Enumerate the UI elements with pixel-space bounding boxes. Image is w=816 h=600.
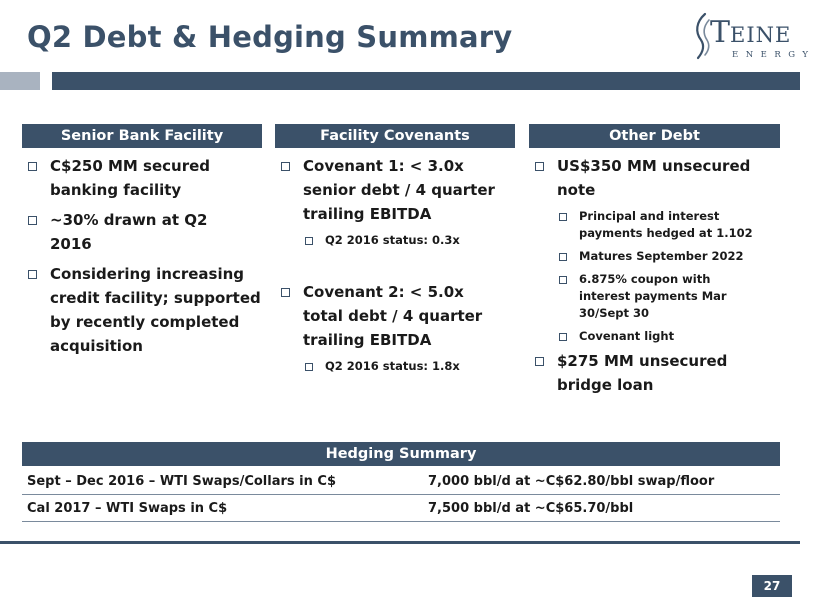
- slide-title: Q2 Debt & Hedging Summary: [27, 20, 513, 54]
- logo-wordmark: TEINE: [710, 15, 792, 50]
- other-debt-list: [533, 154, 783, 397]
- hedging-detail: 7,500 bbl/d at ~C$65.70/bbl: [428, 501, 634, 516]
- hedging-detail: 7,000 bbl/d at ~C$62.80/bbl swap/floor: [428, 474, 715, 489]
- square-bullet-icon: [28, 162, 37, 171]
- hedging-period: Sept – Dec 2016 – WTI Swaps/Collars in C$: [27, 474, 336, 489]
- square-bullet-icon: [305, 237, 313, 245]
- sub-bullet-item: Q2 2016 status: 0.3x: [279, 232, 524, 249]
- page-number: 27: [752, 575, 792, 597]
- bullet-item: Considering increasing credit facility; supported by recently completed acquisition: [26, 262, 266, 358]
- square-bullet-icon: [535, 357, 544, 366]
- hedging-row-divider: [22, 521, 780, 522]
- facility-covenants-header: Facility Covenants: [275, 124, 515, 148]
- square-bullet-icon: [559, 333, 567, 341]
- senior-bank-facility-header: Senior Bank Facility: [22, 124, 262, 148]
- senior-bank-facility-list: [26, 154, 266, 358]
- title-divider-bar: [52, 72, 800, 90]
- title-divider-accent: [0, 72, 40, 90]
- bullet-item: Covenant 1: < 3.0x senior debt / 4 quarter trailing EBITDA: [279, 154, 524, 226]
- bullet-item: US$350 MM unsecured note: [533, 154, 783, 202]
- square-bullet-icon: [305, 363, 313, 371]
- facility-covenants-list: [279, 154, 524, 375]
- square-bullet-icon: [28, 270, 37, 279]
- bullet-item: ~30% drawn at Q2 2016: [26, 208, 266, 256]
- square-bullet-icon: [559, 276, 567, 284]
- sub-bullet-item: 6.875% coupon with interest payments Mar 30/Sept 30: [533, 271, 783, 322]
- square-bullet-icon: [281, 288, 290, 297]
- square-bullet-icon: [559, 253, 567, 261]
- hedging-summary-header: Hedging Summary: [22, 442, 780, 466]
- logo-subtitle: ENERGY: [732, 50, 816, 60]
- square-bullet-icon: [281, 162, 290, 171]
- bullet-item: $275 MM unsecured bridge loan: [533, 349, 783, 397]
- hedging-period: Cal 2017 – WTI Swaps in C$: [27, 501, 228, 516]
- square-bullet-icon: [559, 213, 567, 221]
- hedging-row-divider: [22, 494, 780, 495]
- bullet-item: Covenant 2: < 5.0x total debt / 4 quarter trailing EBITDA: [279, 280, 524, 352]
- sub-bullet-item: Covenant light: [533, 328, 783, 345]
- square-bullet-icon: [28, 216, 37, 225]
- sub-bullet-item: Matures September 2022: [533, 248, 783, 265]
- bullet-item: C$250 MM secured banking facility: [26, 154, 266, 202]
- sub-bullet-item: Principal and interest payments hedged at 1.102: [533, 208, 783, 242]
- sub-bullet-item: Q2 2016 status: 1.8x: [279, 358, 524, 375]
- square-bullet-icon: [535, 162, 544, 171]
- company-logo: [692, 10, 816, 66]
- other-debt-header: Other Debt: [529, 124, 780, 148]
- footer-divider: [0, 541, 800, 544]
